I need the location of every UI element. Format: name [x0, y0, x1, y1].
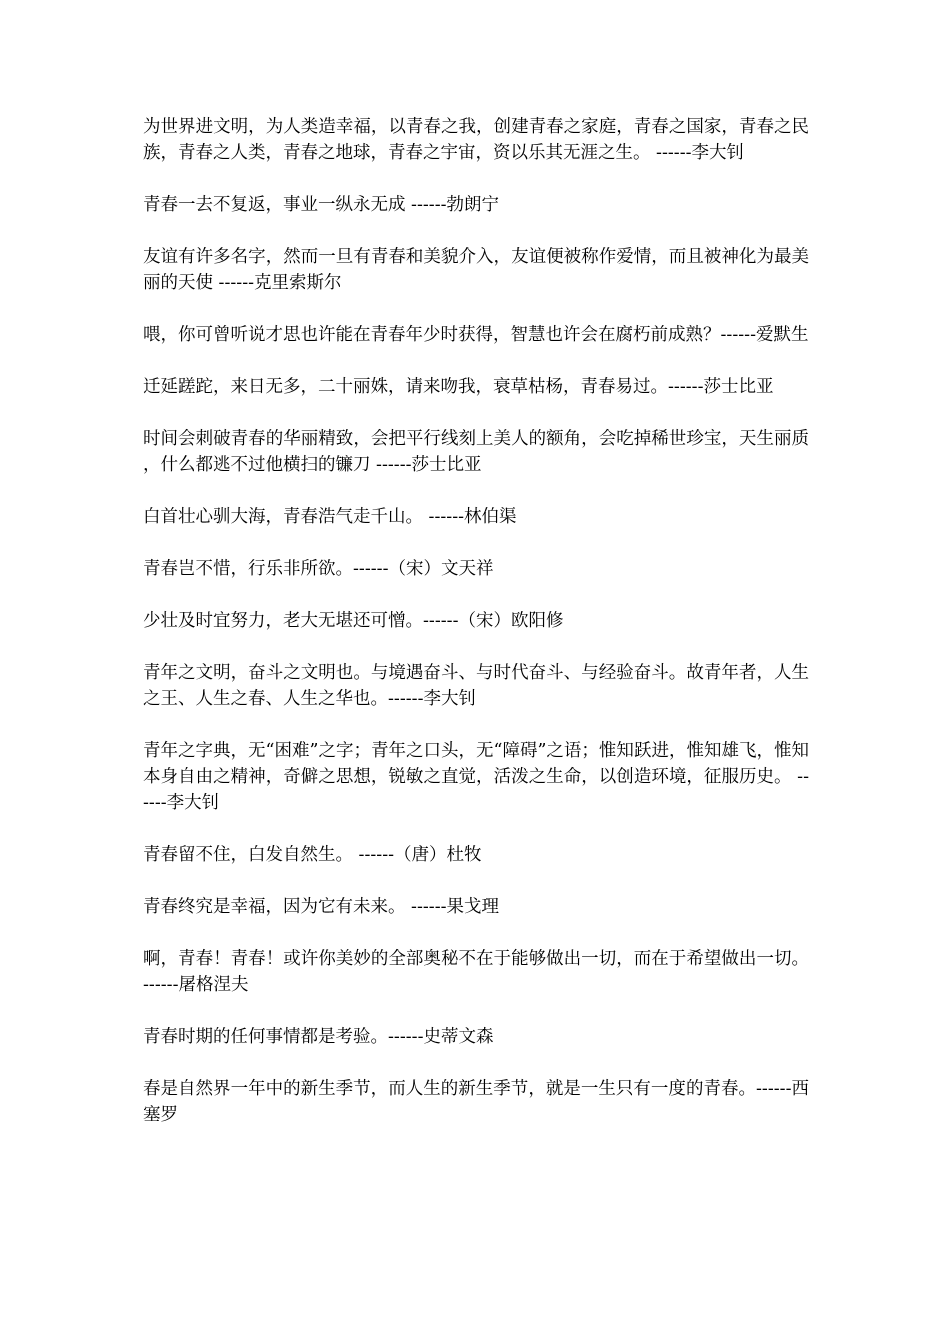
quote-paragraph: 时间会刺破青春的华丽精致，会把平行线刻上美人的额角，会吃掉稀世珍宝，天生丽质，什么都逃不过他横扫的镰刀 ------莎士比亚 [143, 429, 809, 475]
quote-paragraph: 青年之字典，无“困难”之字；青年之口头，无“障碍”之语；惟知跃进，惟知雄飞，惟知本身自由之精神，奇僻之思想，锐敏之直觉，活泼之生命，以创造环境，征服历史。 ------李大钊 [143, 741, 809, 813]
quote-paragraph: 少壮及时宜努力，老大无堪还可憎。------（宋）欧阳修 [143, 611, 564, 631]
quote-paragraph: 友谊有许多名字，然而一旦有青春和美貌介入，友谊便被称作爱情，而且被神化为最美丽的天使 ------克里索斯尔 [143, 247, 809, 293]
quote-paragraph: 啊，青春！青春！或许你美妙的全部奥秘不在于能够做出一切，而在于希望做出一切。 ------屠格涅夫 [143, 949, 809, 995]
quote-paragraph: 青春时期的任何事情都是考验。------史蒂文森 [143, 1027, 494, 1047]
quote-paragraph: 青春终究是幸福，因为它有未来。 ------果戈理 [143, 897, 500, 917]
quote-paragraph: 青春留不住，白发自然生。 ------（唐）杜牧 [143, 845, 482, 865]
quote-paragraph: 白首壮心驯大海，青春浩气走千山。 ------林伯渠 [143, 507, 517, 527]
quote-list [143, 114, 809, 1154]
quote-paragraph: 迁延蹉跎，来日无多，二十丽姝，请来吻我，衰草枯杨，青春易过。------莎士比亚 [143, 377, 774, 397]
quote-paragraph: 青春岂不惜，行乐非所欲。------（宋）文天祥 [143, 559, 494, 579]
quote-paragraph: 春是自然界一年中的新生季节，而人生的新生季节，就是一生只有一度的青春。------西塞罗 [143, 1079, 809, 1125]
quote-paragraph: 喂，你可曾听说才思也许能在青春年少时获得，智慧也许会在腐朽前成熟？------爱默生 [143, 325, 809, 345]
quote-paragraph: 青年之文明，奋斗之文明也。与境遇奋斗、与时代奋斗、与经验奋斗。故青年者，人生之王、人生之春、人生之华也。------李大钊 [143, 663, 809, 709]
quote-paragraph: 为世界进文明，为人类造幸福，以青春之我，创建青春之家庭，青春之国家，青春之民族，青春之人类，青春之地球，青春之宇宙，资以乐其无涯之生。 ------李大钊 [143, 117, 809, 163]
quote-paragraph: 青春一去不复返，事业一纵永无成 ------勃朗宁 [143, 195, 500, 215]
